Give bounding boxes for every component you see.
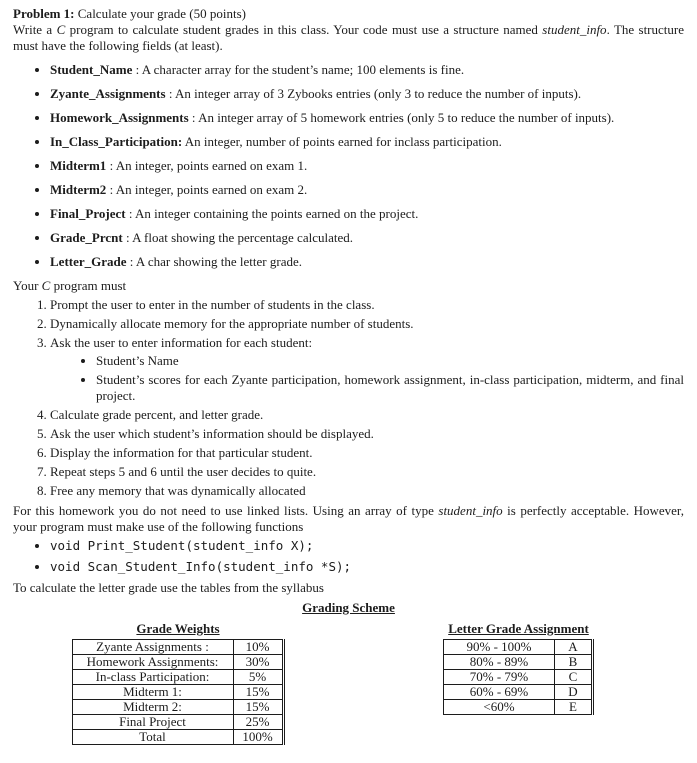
field-item [50, 62, 684, 78]
text-segment: Letter_Grade [50, 254, 127, 269]
text-segment: Midterm1 [50, 158, 107, 173]
text-segment: Problem 1: [13, 6, 75, 21]
letter-grade-panel [343, 621, 684, 745]
substep-item [96, 372, 684, 404]
functions-list [13, 538, 684, 575]
text-segment: For this homework you do not need to use linked lists. Using an array of type [13, 503, 439, 518]
step-text: Calculate grade percent, and letter grade. [50, 407, 264, 422]
table-row [72, 730, 283, 745]
table-row [72, 685, 283, 700]
step-item [50, 297, 684, 313]
substep-text: Student’s scores for each Zyante participation, homework assignment, in-class participation, midterm, and final project. [96, 372, 684, 403]
letter-grade-table-body [444, 640, 593, 715]
table-row [444, 640, 593, 655]
grade-weights-title-text: Grade Weights [136, 621, 220, 636]
table-cell: Total [72, 730, 233, 745]
step-item [50, 445, 684, 461]
step-item [50, 316, 684, 332]
table-cell: In-class Participation: [72, 670, 233, 685]
grading-scheme-heading [13, 600, 684, 616]
steps-list [13, 297, 684, 499]
text-segment: . The structure must have the following fields (at least). [13, 22, 684, 53]
text-segment: student_info [438, 503, 503, 518]
table-row [72, 700, 283, 715]
text-segment: : An integer, points earned on exam 1. [106, 158, 308, 173]
step-text: Prompt the user to enter in the number of students in the class. [50, 297, 375, 312]
table-cell: C [555, 670, 593, 685]
function-signature: void Scan_Student_Info(student_info *S); [50, 559, 352, 574]
grade-weights-title [13, 621, 343, 637]
field-item [50, 134, 684, 150]
step-item [50, 335, 684, 404]
step-text: Display the information for that particular student. [50, 445, 313, 460]
step-item [50, 426, 684, 442]
field-item [50, 206, 684, 222]
table-row [444, 670, 593, 685]
step-text: Repeat steps 5 and 6 until the user decides to quite. [50, 464, 317, 479]
table-cell: <60% [444, 700, 555, 715]
text-segment: Homework_Assignments [50, 110, 189, 125]
step-text: Ask the user to enter information for each student: [50, 335, 313, 350]
step-item [50, 483, 684, 499]
table-cell: 15% [233, 700, 283, 715]
table-row [444, 655, 593, 670]
text-segment: Write a [13, 22, 57, 37]
text-segment: : An integer array of 5 homework entries (only 5 to reduce the number of inputs). [188, 110, 615, 125]
table-row [444, 700, 593, 715]
substeps-list [50, 353, 684, 404]
fields-list [13, 62, 684, 270]
table-cell: E [555, 700, 593, 715]
table-cell: Zyante Assignments : [72, 640, 233, 655]
program-must-line [13, 278, 684, 294]
text-segment: C [56, 22, 66, 37]
text-segment: : An integer containing the points earned on the project. [125, 206, 419, 221]
text-segment: Grade_Prcnt [50, 230, 123, 245]
table-cell: 90% - 100% [444, 640, 555, 655]
table-cell: 100% [233, 730, 283, 745]
table-row [72, 640, 283, 655]
table-cell: A [555, 640, 593, 655]
text-segment: : A float showing the percentage calculated. [122, 230, 353, 245]
text-segment: Student_Name [50, 62, 133, 77]
table-cell: 30% [233, 655, 283, 670]
text-segment: Calculate your grade (50 points) [74, 6, 246, 21]
text-segment: program to calculate student grades in this class. Your code must use a structure named [65, 22, 543, 37]
step-text: Ask the user which student’s information should be displayed. [50, 426, 374, 441]
step-item [50, 407, 684, 423]
text-segment: program must [50, 278, 127, 293]
table-cell: Homework Assignments: [72, 655, 233, 670]
function-item [50, 559, 684, 575]
text-segment: Midterm2 [50, 182, 107, 197]
text-segment: : A character array for the student’s name; 100 elements is fine. [132, 62, 465, 77]
field-item [50, 254, 684, 270]
text-segment: Zyante_Assignments [50, 86, 166, 101]
substep-item [96, 353, 684, 369]
text-segment: : A char showing the letter grade. [126, 254, 302, 269]
text-segment: is perfectly acceptable. However, your program must make use of the following functions [13, 503, 684, 534]
text-segment: Your [13, 278, 42, 293]
step-item [50, 464, 684, 480]
tables-section [13, 621, 684, 745]
text-segment: : An integer array of 3 Zybooks entries (only 3 to reduce the number of inputs). [165, 86, 582, 101]
text-segment: student_info [542, 22, 607, 37]
problem-title [13, 6, 684, 22]
grade-weights-table-body [72, 640, 283, 745]
text-segment: In_Class_Participation: [50, 134, 183, 149]
table-cell: 25% [233, 715, 283, 730]
table-row [72, 655, 283, 670]
table-cell: 15% [233, 685, 283, 700]
grade-weights-table [72, 639, 285, 745]
intro-paragraph [13, 22, 684, 54]
field-item [50, 86, 684, 102]
letter-grade-title [353, 621, 684, 637]
grade-weights-panel [13, 621, 343, 745]
text-segment: : An integer, points earned on exam 2. [106, 182, 308, 197]
letter-grade-table [443, 639, 594, 715]
table-cell: 5% [233, 670, 283, 685]
table-row [72, 715, 283, 730]
field-item [50, 230, 684, 246]
field-item [50, 158, 684, 174]
table-cell: Final Project [72, 715, 233, 730]
step-text: Free any memory that was dynamically allocated [50, 483, 306, 498]
letter-grade-title-text: Letter Grade Assignment [448, 621, 589, 636]
table-row [72, 670, 283, 685]
text-segment: C [41, 278, 51, 293]
table-cell: D [555, 685, 593, 700]
function-signature: void Print_Student(student_info X); [50, 538, 314, 553]
field-item [50, 182, 684, 198]
table-cell: Midterm 2: [72, 700, 233, 715]
grading-scheme-heading-text: Grading Scheme [302, 600, 395, 615]
function-item [50, 538, 684, 554]
table-cell: B [555, 655, 593, 670]
table-cell: 60% - 69% [444, 685, 555, 700]
text-segment: An integer, number of points earned for inclass participation. [182, 134, 502, 149]
field-item [50, 110, 684, 126]
table-cell: 80% - 89% [444, 655, 555, 670]
table-cell: 10% [233, 640, 283, 655]
table-row [444, 685, 593, 700]
substep-text: Student’s Name [96, 353, 179, 368]
table-cell: Midterm 1: [72, 685, 233, 700]
text-segment: Final_Project [50, 206, 126, 221]
closing-paragraph: To calculate the letter grade use the tables from the syllabus [13, 580, 324, 595]
step-text: Dynamically allocate memory for the appropriate number of students. [50, 316, 414, 331]
note-paragraph [13, 503, 684, 535]
table-cell: 70% - 79% [444, 670, 555, 685]
